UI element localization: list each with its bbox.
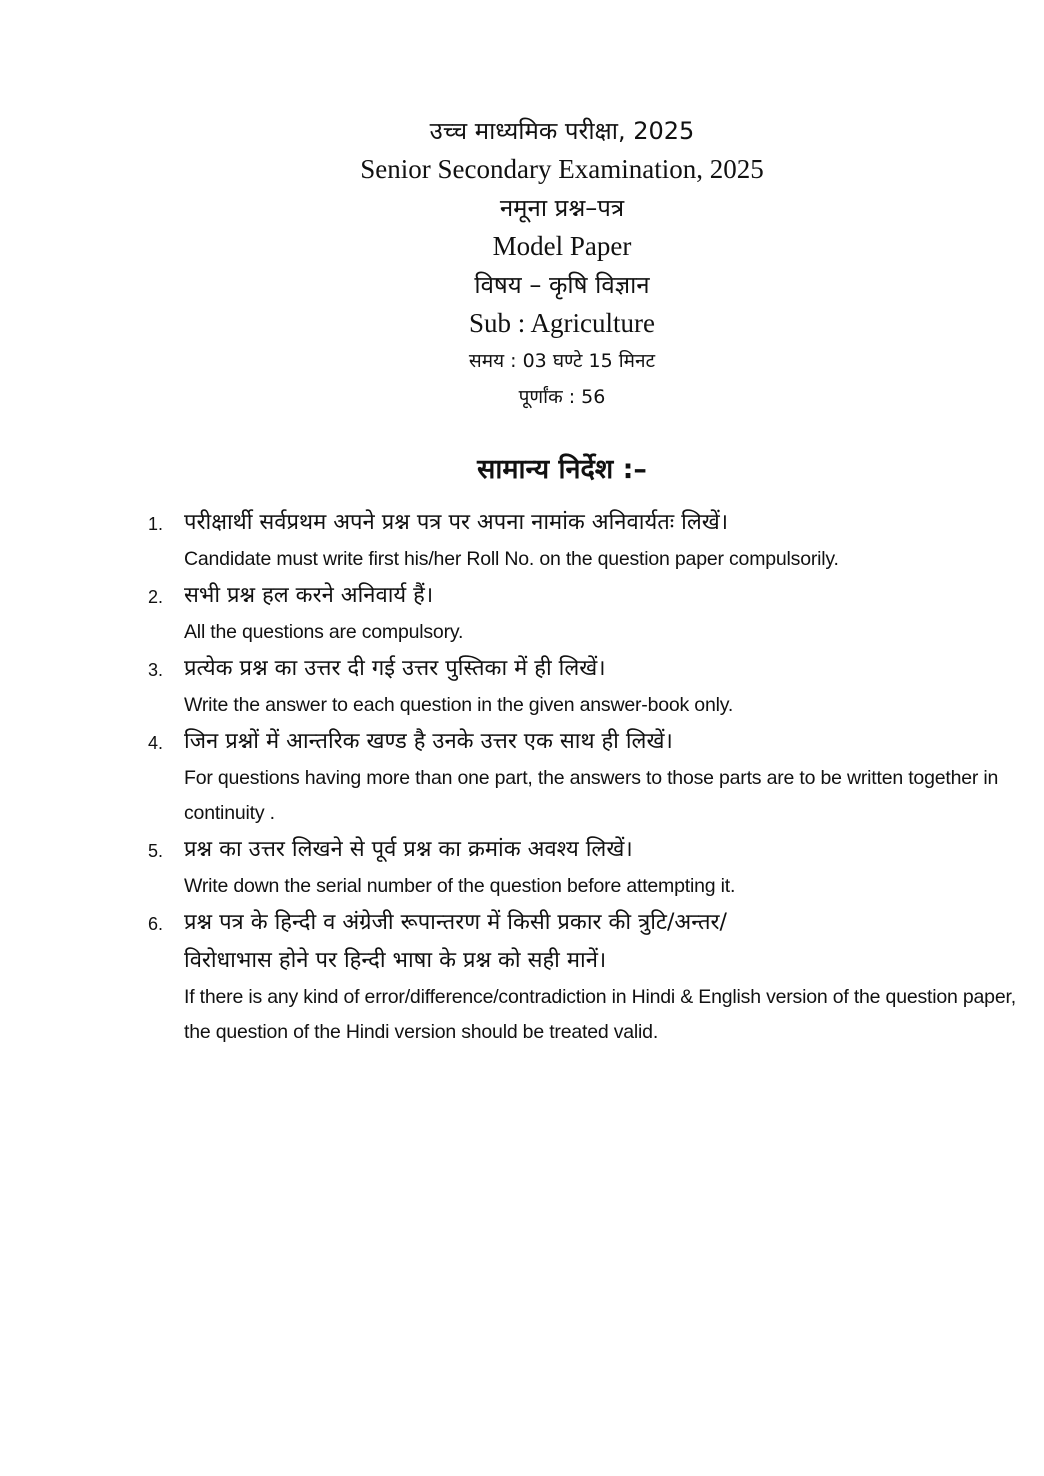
instructions-heading: सामान्य निर्देश :– [477,454,647,485]
instruction-english: Write the answer to each question in the given answer-book only. [184,694,734,716]
instruction-hindi-continued: विरोधाभास होने पर हिन्दी भाषा के प्रश्न को सही मानें। [184,948,607,973]
paper-type-hindi: नमूना प्रश्न–पत्र [499,194,625,222]
subject-english: Sub : Agriculture [469,308,655,338]
exam-title-english: Senior Secondary Examination, 2025 [360,154,764,184]
instruction-item [148,723,1028,831]
subject-hindi: विषय – कृषि विज्ञान [474,271,650,299]
max-marks: पूर्णांक : 56 [518,386,606,408]
instruction-english: Write down the serial number of the question before attempting it. [184,875,736,897]
instruction-english: If there is any kind of error/difference/contradiction in Hindi & English version of the question paper, the question of the Hindi version should be treated valid. [184,986,1016,1043]
instruction-english: All the questions are compulsory. [184,621,464,643]
instructions-list [148,504,1028,1050]
instruction-item [148,650,1028,723]
instruction-hindi: सभी प्रश्न हल करने अनिवार्य हैं। [184,583,434,608]
instruction-hindi: प्रत्येक प्रश्न का उत्तर दी गई उत्तर पुस्तिका में ही लिखें। [184,656,606,681]
paper-type-english: Model Paper [492,231,632,261]
instruction-number: 4. [148,733,164,753]
instruction-number: 3. [148,660,164,680]
instruction-item [148,831,1028,904]
instruction-english: Candidate must write first his/her Roll No. on the question paper compulsorily. [184,548,839,570]
instruction-number: 1. [148,514,164,534]
instruction-hindi: जिन प्रश्नों में आन्तरिक खण्ड है उनके उत्तर एक साथ ही लिखें। [184,729,673,754]
exam-title-hindi: उच्च माध्यमिक परीक्षा, 2025 [429,117,695,145]
exam-duration: समय : 03 घण्टे 15 मिनट [468,350,656,372]
instruction-item [148,577,1028,650]
instruction-item [148,504,1028,577]
paper-header [0,112,1044,415]
instruction-number: 5. [148,841,164,861]
instruction-hindi: प्रश्न का उत्तर लिखने से पूर्व प्रश्न का क्रमांक अवश्य लिखें। [184,837,633,862]
instruction-item [148,904,1028,1050]
instruction-english: For questions having more than one part, the answers to those parts are to be written together in continuity . [184,767,999,824]
instruction-hindi: परीक्षार्थी सर्वप्रथम अपने प्रश्न पत्र पर अपना नामांक अनिवार्यतः लिखें। [184,510,729,535]
instruction-hindi: प्रश्न पत्र के हिन्दी व अंग्रेजी रूपान्तरण में किसी प्रकार की त्रुटि/अन्तर/ [184,910,727,935]
instruction-number: 2. [148,587,164,607]
instruction-number: 6. [148,914,164,934]
